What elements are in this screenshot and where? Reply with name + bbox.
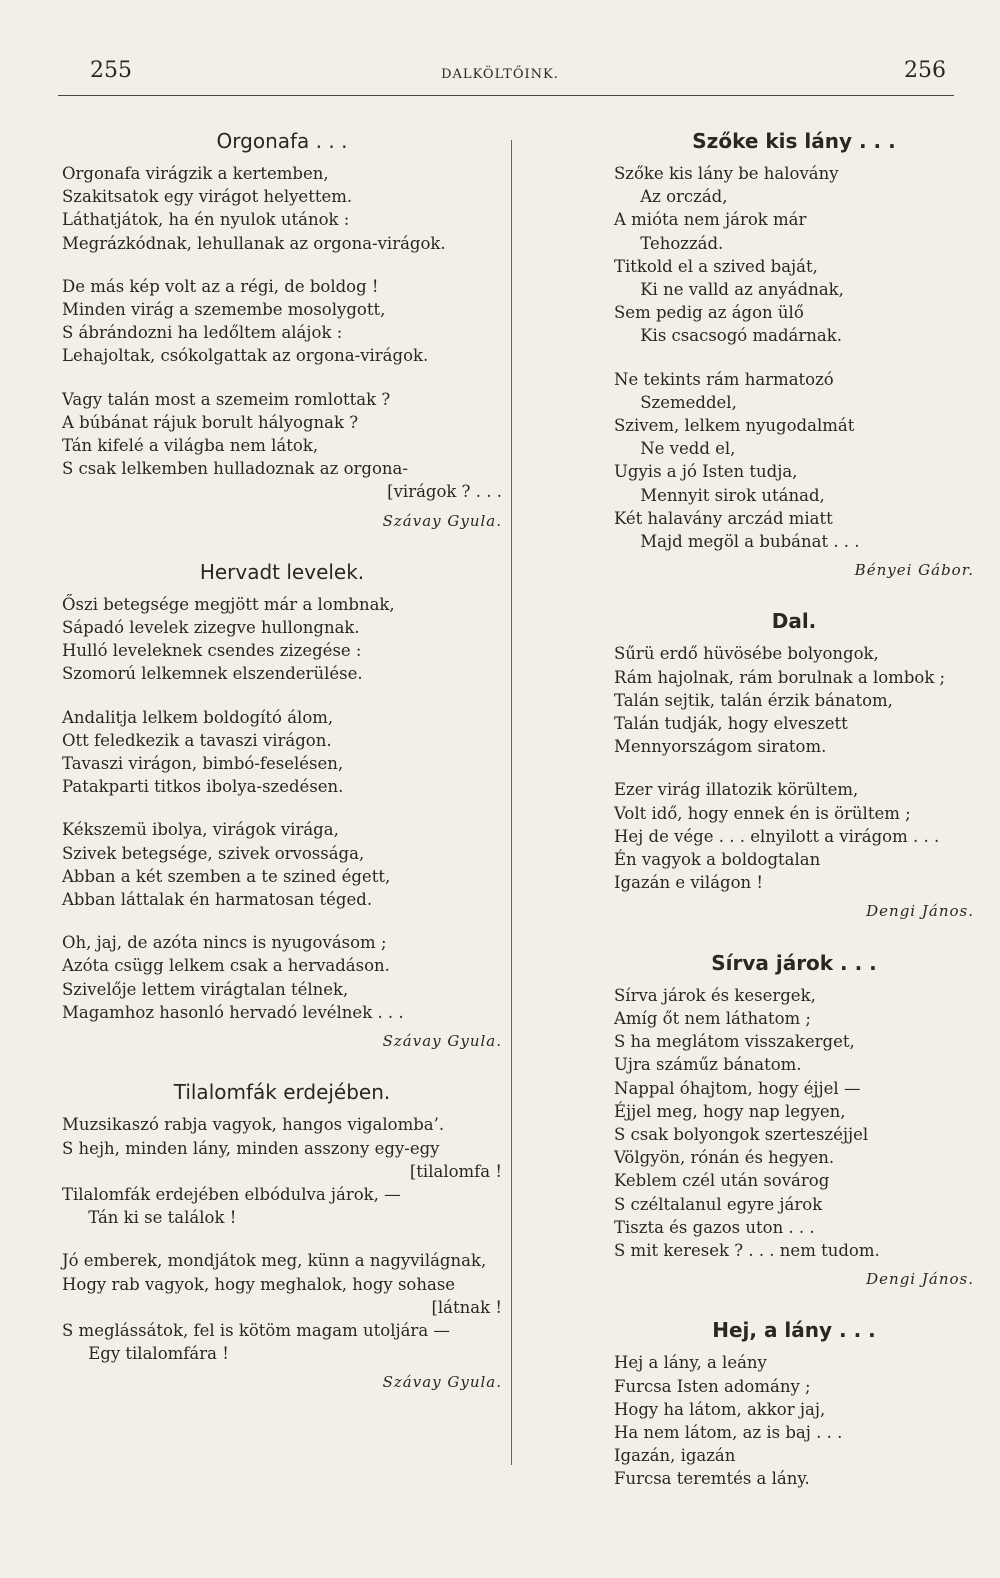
verse-line: Nappal óhajtom, hogy éjjel — [614, 1078, 861, 1098]
verse-line: Ugyis a jó Isten tudja, [614, 462, 798, 482]
verse-line: Sírva járok és kesergek, [614, 985, 816, 1005]
stanza [62, 593, 502, 686]
verse-line: Azóta csügg lelkem csak a hervadáson. [62, 956, 390, 976]
verse-line: Hulló leveleknek csendes zizegése : [62, 641, 362, 661]
verse-line: Szivek betegsége, szivek orvossága, [62, 843, 365, 863]
verse-line: Abban a két szemben a te szined égett, [62, 866, 391, 886]
verse-line: Abban láttalak én harmatosan téged. [62, 890, 373, 910]
verse-line: S csak lelkemben hulladoznak az orgona- [62, 459, 408, 479]
verse-line: [tilalomfa ! [409, 1161, 502, 1181]
poem-author: Bényei Gábor. [854, 561, 974, 580]
verse-line: Sápadó levelek zizegve hullongnak. [62, 618, 360, 638]
verse-line: Hogy rab vagyok, hogy meghalok, hogy sohase [62, 1274, 456, 1294]
poem-author: Szávay Gyula. [382, 1373, 502, 1392]
verse-line: Tiszta és gazos uton . . . [614, 1217, 815, 1237]
verse-line: Patakparti titkos ibolya-szedésen. [62, 777, 344, 797]
verse-line: Szivem, lelkem nyugodalmát [614, 416, 855, 436]
verse-line: Ott feledkezik a tavaszi virágon. [62, 730, 332, 750]
verse-line: Furcsa Isten adomány ; [614, 1376, 811, 1396]
poem-title: Tilalomfák erdejében. [173, 1080, 391, 1105]
verse-line: S czéltalanul egyre járok [614, 1194, 823, 1214]
verse-line: Amíg őt nem láthatom ; [614, 1008, 811, 1028]
verse-line: Ki ne valld az anyádnak, [614, 280, 844, 300]
poem-author: Dengi János. [866, 902, 974, 921]
stanza [62, 388, 502, 504]
verse-line: De más kép volt az a régi, de boldog ! [62, 276, 379, 296]
poem-title: Dal. [771, 609, 817, 634]
verse-line: Ha nem látom, az is baj . . . [614, 1422, 843, 1442]
verse-line: S mit keresek ? . . . nem tudom. [614, 1240, 880, 1260]
verse-line: Majd megöl a bubánat . . . [614, 532, 860, 552]
verse-line: S ábrándozni ha ledőltem alájok : [62, 323, 343, 343]
stanza [62, 931, 502, 1024]
verse-line: Hej a lány, a leány [614, 1353, 767, 1373]
verse-line: Lehajoltak, csókolgattak az orgona-virágok. [62, 346, 429, 366]
verse-line: Szemeddel, [614, 392, 737, 412]
verse-line: S hejh, minden lány, minden asszony egy-egy [62, 1138, 440, 1158]
verse-line: A mióta nem járok már [614, 210, 807, 230]
verse-line: Rám hajolnak, rám borulnak a lombok ; [614, 667, 946, 687]
poem-title: Szőke kis lány . . . [692, 129, 896, 153]
poem-title: Sírva járok . . . [711, 950, 877, 975]
verse-line: S csak bolyongok szerteszéjjel [614, 1124, 869, 1144]
verse-line: Ujra száműz bánatom. [614, 1055, 802, 1075]
verse-line: Sűrü erdő hüvösébe bolyongok, [614, 644, 879, 664]
stanza [614, 642, 974, 758]
poem-author: Szávay Gyula. [382, 511, 502, 530]
verse-line: Talán sejtik, talán érzik bánatom, [614, 690, 893, 710]
verse-line: Oh, jaj, de azóta nincs is nyugovásom ; [62, 933, 387, 953]
verse-line: Furcsa teremtés a lány. [614, 1469, 810, 1489]
left-column [62, 128, 502, 1421]
page-number-left: 255 [90, 58, 132, 83]
verse-line: Talán tudják, hogy elveszett [614, 714, 848, 734]
verse-line: Egy tilalomfára ! [62, 1344, 229, 1364]
stanza [62, 706, 502, 799]
verse-line: Tehozzád. [614, 233, 724, 253]
verse-line: Megrázkódnak, lehullanak az orgona-virágok. [62, 233, 446, 253]
stanza [614, 368, 974, 554]
verse-line: Szakitsatok egy virágot helyettem. [62, 187, 353, 207]
poem-title: Hervadt levelek. [199, 559, 365, 584]
right-column [614, 128, 974, 1511]
verse-line: Andalitja lelkem boldogító álom, [62, 707, 334, 727]
verse-line: Igazán e világon ! [614, 873, 764, 893]
verse-line: Tavaszi virágon, bimbó-feselésen, [62, 754, 344, 774]
header-rule [58, 95, 954, 96]
verse-line: Magamhoz hasonló hervadó levélnek . . . [62, 1002, 404, 1022]
verse-line: A búbánat rájuk borult hályognak ? [62, 412, 359, 432]
verse-line: Tán kifelé a világba nem látok, [62, 436, 319, 456]
stanza [62, 818, 502, 911]
verse-line: Tilalomfák erdejében elbódulva járok, — [62, 1184, 401, 1204]
verse-line: Két halavány arczád miatt [614, 508, 833, 528]
stanza [614, 1351, 974, 1490]
page-number-right: 256 [904, 58, 946, 83]
verse-line: Muzsikaszó rabja vagyok, hangos vigalomba’. [62, 1115, 445, 1135]
poem-author: Dengi János. [866, 1270, 974, 1289]
verse-line: Éjjel meg, hogy nap legyen, [614, 1101, 846, 1121]
verse-line: Hej de vége . . . elnyilott a virágom . . . [614, 826, 940, 846]
verse-line: Láthatjátok, ha én nyulok utánok : [62, 210, 350, 230]
verse-line: Mennyországom siratom. [614, 737, 827, 757]
verse-line: S ha meglátom visszakerget, [614, 1032, 855, 1052]
verse-line: Igazán, igazán [614, 1446, 736, 1466]
stanza [62, 275, 502, 368]
verse-line: Ezer virág illatozik körültem, [614, 780, 859, 800]
stanza [614, 984, 974, 1262]
verse-line: [virágok ? . . . [387, 482, 502, 502]
verse-line: Őszi betegsége megjött már a lombnak, [62, 594, 395, 614]
verse-line: Jó emberek, mondjátok meg, künn a nagyvilágnak, [62, 1251, 487, 1271]
verse-line: Völgyön, rónán és hegyen. [614, 1148, 835, 1168]
verse-line: Volt idő, hogy ennek én is örültem ; [614, 803, 911, 823]
verse-line: Sem pedig az ágon ülő [614, 303, 804, 323]
verse-line: Kékszemü ibolya, virágok virága, [62, 820, 339, 840]
verse-line: Kis csacsogó madárnak. [614, 326, 842, 346]
verse-line: Titkold el a szived baját, [614, 256, 818, 276]
verse-line: Mennyit sirok utánad, [614, 485, 825, 505]
stanza [62, 162, 502, 255]
running-title: DALKÖLTŐINK. [441, 67, 559, 82]
verse-line: Szivelője lettem virágtalan télnek, [62, 979, 349, 999]
verse-line: S meglássátok, fel is kötöm magam utoljára — [62, 1320, 450, 1340]
verse-line: Minden virág a szemembe mosolygott, [62, 300, 386, 320]
stanza [62, 1249, 502, 1365]
poem-author: Szávay Gyula. [382, 1032, 502, 1051]
verse-line: Ne tekints rám harmatozó [614, 369, 834, 389]
verse-line: Tán ki se találok ! [62, 1208, 237, 1228]
verse-line: Ne vedd el, [614, 439, 736, 459]
poem-title: Orgonafa . . . [216, 129, 348, 153]
verse-line: Orgonafa virágzik a kertemben, [62, 164, 329, 183]
poem-title: Hej, a lány . . . [712, 1318, 876, 1343]
stanza [614, 162, 974, 348]
verse-line: Az orczád, [614, 187, 728, 207]
verse-line: Vagy talán most a szemeim romlottak ? [62, 389, 391, 409]
verse-line: Én vagyok a boldogtalan [614, 850, 821, 870]
verse-line: Szőke kis lány be halovány [614, 164, 839, 183]
verse-line: Hogy ha látom, akkor jaj, [614, 1399, 826, 1419]
stanza [62, 1113, 502, 1229]
column-divider [511, 140, 512, 1465]
verse-line: Szomorú lelkemnek elszenderülése. [62, 664, 363, 684]
stanza [614, 778, 974, 894]
verse-line: Keblem czél után sovárog [614, 1171, 830, 1191]
verse-line: [látnak ! [431, 1297, 502, 1317]
